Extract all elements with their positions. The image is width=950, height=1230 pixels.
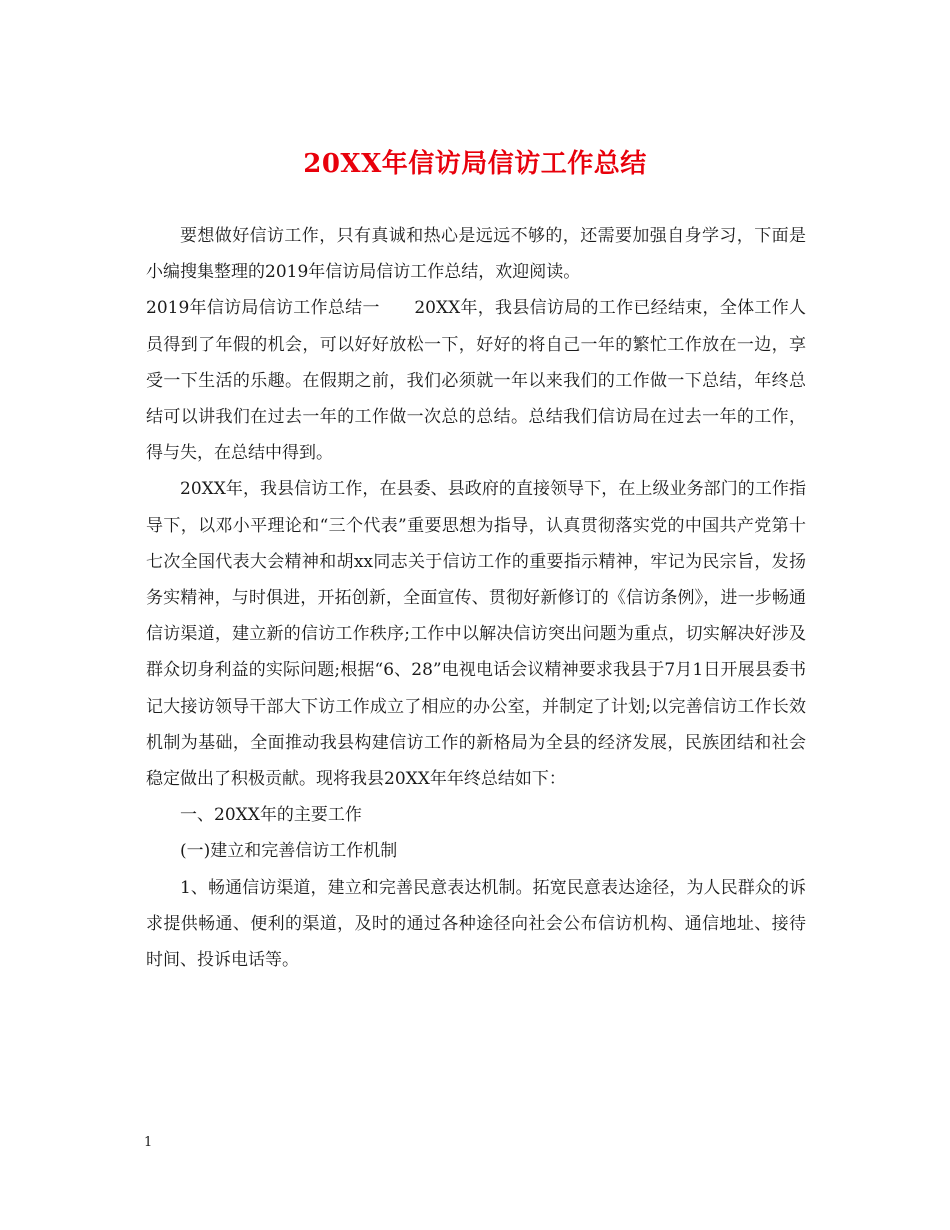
subsection-heading: (一)建立和完善信访工作机制 xyxy=(180,841,398,862)
intro-paragraph: 要想做好信访工作，只有真诚和热心是远远不够的，还需要加强自身学习，下面是小编搜集整理的2019年信访局信访工作总结，欢迎阅读。 xyxy=(146,226,806,283)
document-title: 20XX年信访局信访工作总结 xyxy=(303,149,647,179)
item-paragraph: 1、畅通信访渠道，建立和完善民意表达机制。拓宽民意表达途径，为人民群众的诉求提供畅通、便利的渠道，及时的通过各种途径向社会公布信访机构、通信地址、接待时间、投诉电话等。 xyxy=(146,877,806,971)
page-number: 1 xyxy=(144,1135,153,1150)
summary-one-paragraph: 2019年信访局信访工作总结一 20XX年，我县信访局的工作已经结束，全体工作人员得到了年假的机会，可以好好放松一下，好好的将自己一年的繁忙工作放在一边，享受一下生活的乐趣。在假期之前，我们必须就一年以来我们的工作做一下总结，年终总结可以讲我们在过去一年的工作做一次总的总结。总结我们信访局在过去一年的工作，得与失，在总结中得到。 xyxy=(146,298,806,464)
overview-paragraph: 20XX年，我县信访工作，在县委、县政府的直接领导下，在上级业务部门的工作指导下，以邓小平理论和“三个代表”重要思想为指导，认真贯彻落实党的中国共产党第十七次全国代表大会精神和胡xx同志关于信访工作的重要指示精神，牢记为民宗旨，发扬务实精神，与时俱进，开拓创新，全面宣传、贯彻好新修订的《信访条例》，进一步畅通信访渠道，建立新的信访工作秩序;工作中以解决信访突出问题为重点，切实解决好涉及群众切身利益的实际问题;根据“6、28”电视电话会议精神要求我县于7月1日开展县委书记大接访领导干部大下访工作成立了相应的办公室，并制定了计划;以完善信访工作长效机制为基础，全面推动我县构建信访工作的新格局为全县的经济发展，民族团结和社会稳定做出了积极贡献。现将我县20XX年年终总结如下： xyxy=(146,479,806,790)
document-body xyxy=(146,218,806,978)
section-heading: 一、20XX年的主要工作 xyxy=(180,805,362,826)
